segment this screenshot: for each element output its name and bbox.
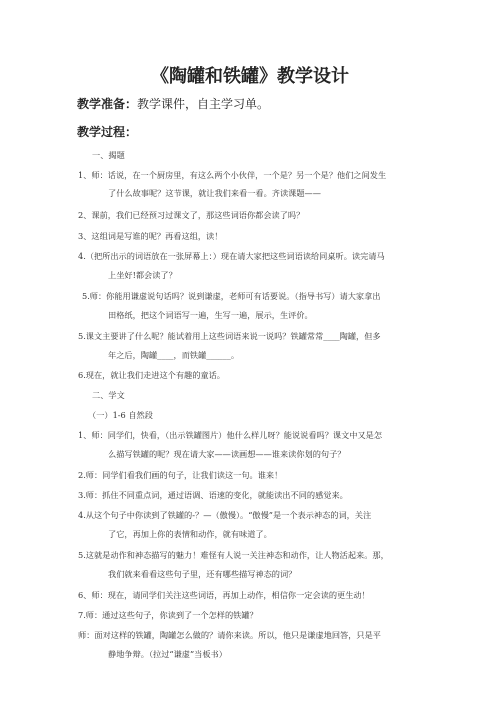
text-line: 4.从这个句子中你读到了铁罐的-？—（傲慢）。“傲慢”是一个表示神态的词，关注: [78, 510, 372, 520]
text-line: 田格纸，把这个词语写一遍，生写一遍，展示，生评价。: [108, 310, 313, 320]
text-line: 1、师：话说，在一个厨房里，有这么两个小伙伴，一个是？另一个是？他们之间发生: [78, 170, 387, 180]
text-line: 了它，再加上你的表情和动作，就有味道了。: [108, 529, 272, 539]
prep-heading: [77, 96, 269, 112]
process-label: 教学过程：: [77, 125, 138, 139]
prep-text: 教学课件，自主学习单。: [137, 97, 270, 111]
text-line: 5.这就是动作和神态描写的魅力！难怪有人说一关注神态和动作，让人物活起来。那，: [78, 550, 389, 560]
text-line: 6.现在，就让我们走进这个有趣的童话。: [78, 370, 225, 380]
document-title: 《陶罐和铁罐》教学设计: [151, 66, 349, 87]
prep-label: 教学准备：: [77, 97, 138, 111]
text-line: 二、学文: [92, 390, 125, 400]
text-line: （一）1-6 自然段: [88, 410, 153, 420]
text-line: 上坐好!都会读了？: [108, 270, 177, 280]
text-line: 静地争辩。（拉过“谦虚”当板书）: [108, 649, 227, 659]
text-line: 一、揭题: [92, 150, 125, 160]
text-line: 3.师：抓住不同重点词，通过语调、语速的变化，就能读出不同的感觉来。: [78, 490, 348, 500]
text-line: 么描写铁罐的呢？现在请大家——读画想——谁来读你划的句子？: [108, 449, 346, 459]
text-line: 5.师：你能用谦虚说句话吗？说到谦虚，老师可有话要说。（指导书写）请大家拿出: [82, 291, 381, 301]
text-line: 2、课前，我们已经预习过课文了，那这些词语你都会读了吗？: [78, 210, 305, 220]
text-line: 我们就来看看这些句子里，还有哪些描写神态的词？: [108, 569, 297, 579]
text-line: 1、师：同学们，快看，（出示铁罐图片）他什么样儿呀？能说说看吗？课文中又是怎: [78, 430, 383, 440]
text-line: 3、这组词是写谁的呢？再看这组，读！: [78, 231, 223, 241]
text-line: 了什么故事呢？这节课，就让我们来看一看。齐读课题——: [108, 188, 321, 198]
process-heading: [77, 124, 137, 140]
text-line: 2.师：同学们看我们画的句子，让我们读这一句。谁来！: [78, 470, 283, 480]
text-line: 4.（把所出示的词语放在一张屏幕上：）现在请大家把这些词语读给同桌听。读完请马: [78, 251, 385, 261]
text-line: 年之后，陶罐____，而铁罐______。: [108, 350, 240, 360]
text-line: 7.师：通过这些句子，你读到了一个怎样的铁罐？: [78, 610, 258, 620]
text-line: 5.课文主要讲了什么呢？能试着用上这些词语来说一说吗？铁罐常常____陶罐，但多: [78, 331, 381, 341]
text-line: 师：面对这样的铁罐，陶罐怎么做的？请你来读。所以，他只是谦虚地回答，只是平: [78, 630, 381, 640]
text-line: 6、师：现在，请同学们关注这些词语，再加上动作，相信你一定会读的更生动！: [78, 590, 370, 600]
